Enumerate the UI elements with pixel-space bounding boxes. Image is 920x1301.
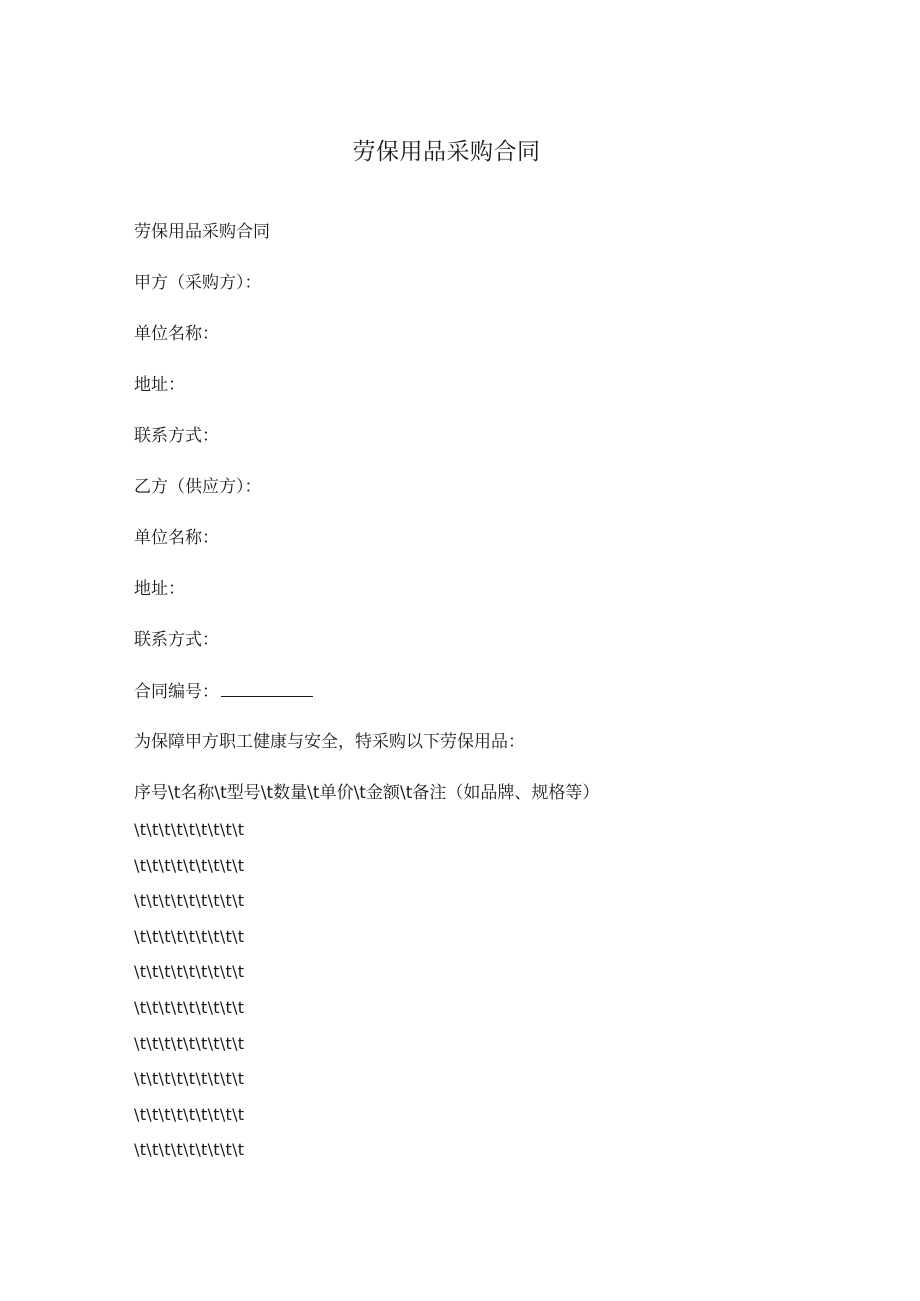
party-a-unit-name: 单位名称：: [134, 324, 219, 344]
document-title: 劳保用品采购合同: [352, 139, 541, 165]
party-b-unit-name: 单位名称：: [134, 528, 219, 548]
document-body: [134, 219, 854, 1175]
document-subtitle: 劳保用品采购合同: [134, 222, 270, 242]
item-table-rows: [134, 819, 854, 1161]
contract-number-label: 合同编号：: [134, 682, 219, 702]
table-row: \t\t\t\t\t\t\t\t\t: [134, 1140, 245, 1160]
party-a-heading: 甲方（采购方）：: [134, 273, 262, 293]
table-row: \t\t\t\t\t\t\t\t\t: [134, 962, 245, 982]
party-b-contact: 联系方式：: [134, 630, 219, 650]
party-a-contact: 联系方式：: [134, 426, 219, 446]
contract-number-blank: [221, 678, 313, 697]
item-table-header: 序号\t名称\t型号\t数量\t单价\t金额\t备注（如品牌、规格等）: [134, 783, 600, 803]
party-b-heading: 乙方（供应方）：: [134, 477, 262, 497]
table-row: \t\t\t\t\t\t\t\t\t: [134, 997, 245, 1017]
table-row: \t\t\t\t\t\t\t\t\t: [134, 1033, 245, 1053]
purpose-statement: 为保障甲方职工健康与安全，特采购以下劳保用品：: [134, 732, 525, 752]
table-row: \t\t\t\t\t\t\t\t\t: [134, 820, 245, 839]
contract-number-line: [134, 678, 854, 704]
table-row: \t\t\t\t\t\t\t\t\t: [134, 1104, 245, 1124]
table-row: \t\t\t\t\t\t\t\t\t: [134, 1069, 245, 1089]
party-b-address: 地址：: [134, 579, 185, 599]
table-row: \t\t\t\t\t\t\t\t\t: [134, 891, 245, 911]
table-row: \t\t\t\t\t\t\t\t\t: [134, 926, 245, 946]
table-row: \t\t\t\t\t\t\t\t\t: [134, 855, 245, 875]
party-a-address: 地址：: [134, 375, 185, 395]
